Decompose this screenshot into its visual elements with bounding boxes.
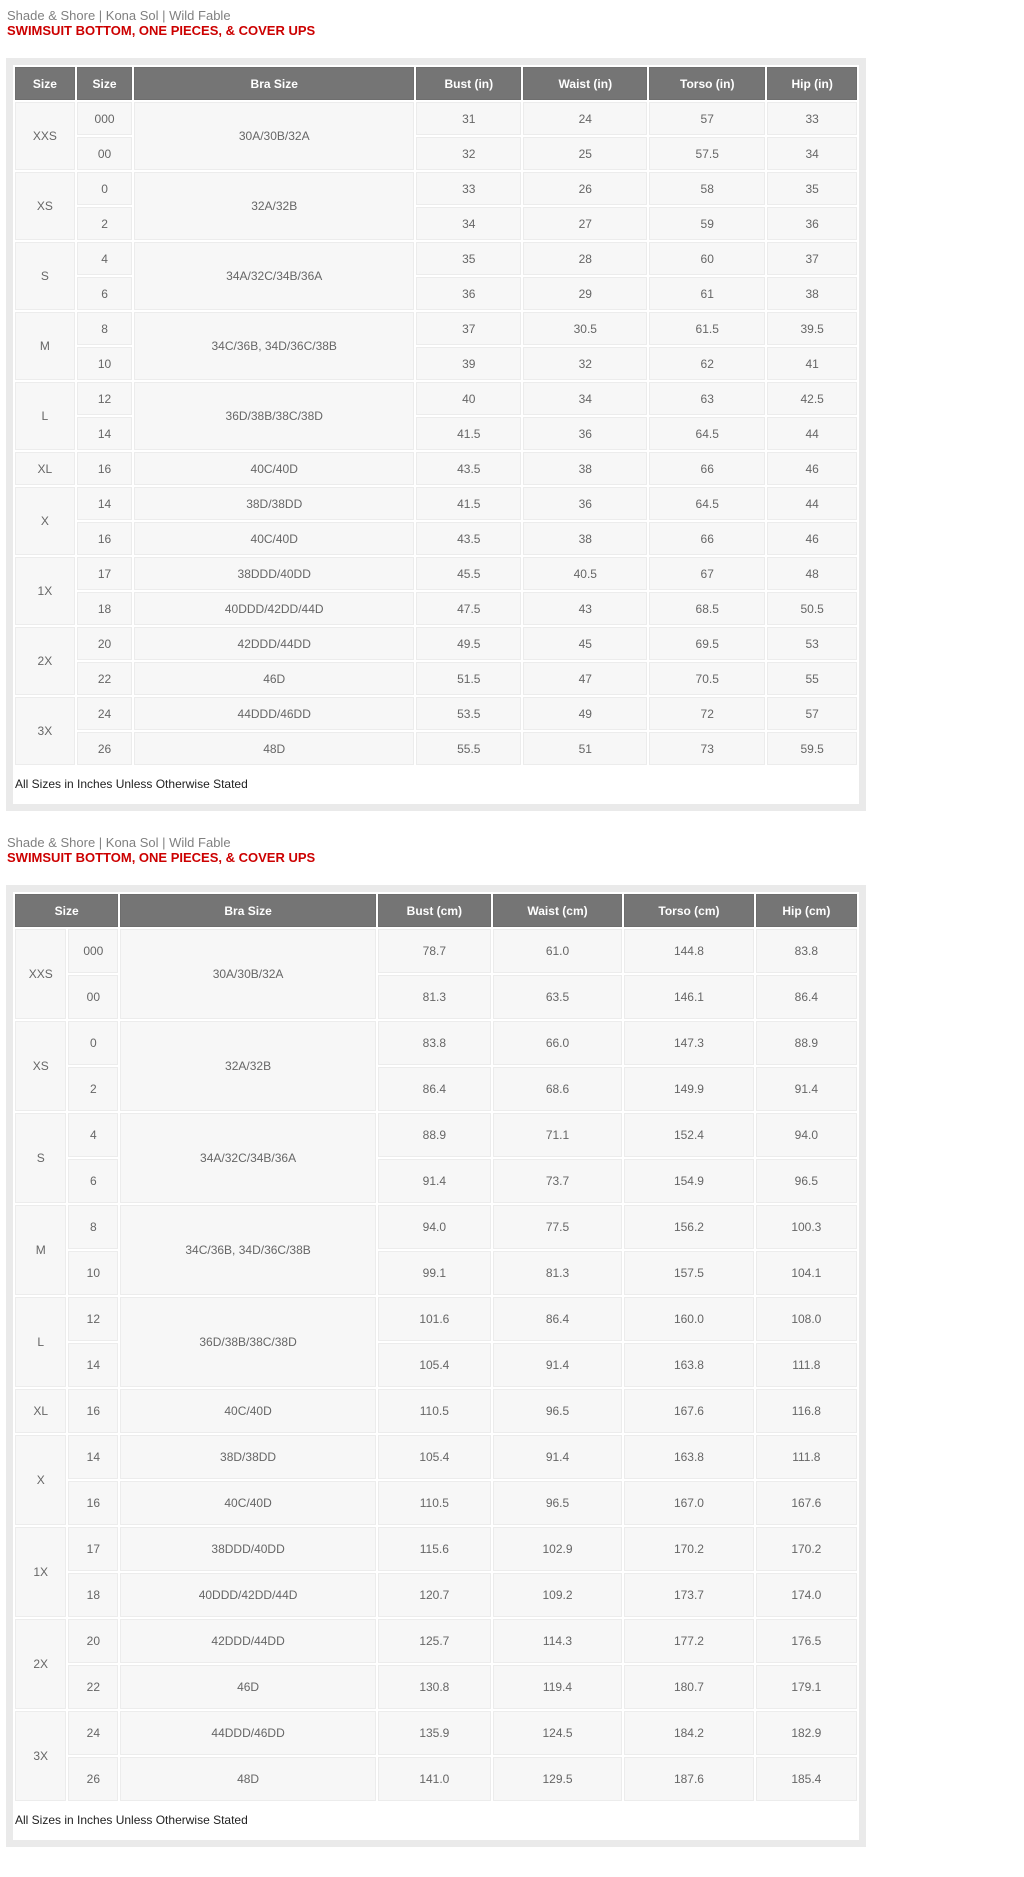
- hip-cell: 86.4: [756, 975, 857, 1019]
- bust-cell: 110.5: [378, 1481, 491, 1525]
- size-label-cell: L: [15, 1297, 66, 1387]
- numeric-size-cell: 00: [77, 137, 133, 170]
- bust-cell: 49.5: [416, 627, 521, 660]
- numeric-size-cell: 00: [68, 975, 118, 1019]
- torso-cell: 177.2: [624, 1619, 753, 1663]
- hip-cell: 111.8: [756, 1435, 857, 1479]
- table-row: [15, 627, 857, 660]
- waist-cell: 114.3: [493, 1619, 622, 1663]
- bra-size-cell: 36D/38B/38C/38D: [120, 1297, 376, 1387]
- bra-size-cell: 36D/38B/38C/38D: [134, 382, 414, 450]
- numeric-size-cell: 0: [68, 1021, 118, 1065]
- torso-cell: 64.5: [649, 417, 765, 450]
- bust-cell: 45.5: [416, 557, 521, 590]
- torso-cell: 69.5: [649, 627, 765, 660]
- torso-cell: 156.2: [624, 1205, 753, 1249]
- table-row: [15, 1711, 857, 1755]
- waist-cell: 86.4: [493, 1297, 622, 1341]
- numeric-size-cell: 10: [68, 1251, 118, 1295]
- panel-inner: [13, 65, 859, 804]
- table-row: [15, 929, 857, 973]
- numeric-size-cell: 2: [77, 207, 133, 240]
- bra-size-cell: 42DDD/44DD: [120, 1619, 376, 1663]
- numeric-size-cell: 0: [77, 172, 133, 205]
- hip-cell: 176.5: [756, 1619, 857, 1663]
- bra-size-cell: 44DDD/46DD: [134, 697, 414, 730]
- bra-size-cell: 40DDD/42DD/44D: [134, 592, 414, 625]
- size-chart-title: SWIMSUIT BOTTOM, ONE PIECES, & COVER UPS: [7, 23, 316, 38]
- hip-cell: 35: [767, 172, 857, 205]
- table-row: [15, 452, 857, 485]
- bust-cell: 141.0: [378, 1757, 491, 1801]
- header-row: [15, 67, 857, 100]
- waist-cell: 36: [523, 487, 647, 520]
- waist-cell: 25: [523, 137, 647, 170]
- bust-cell: 78.7: [378, 929, 491, 973]
- size-chart-table-cm: [13, 892, 859, 1803]
- bust-cell: 31: [416, 102, 521, 135]
- size-label-cell: XL: [15, 1389, 66, 1433]
- table-row: [15, 1113, 857, 1157]
- size-chart-table-inches: [13, 65, 859, 767]
- torso-cell: 73: [649, 732, 765, 765]
- column-header: Hip (in): [767, 67, 857, 100]
- torso-cell: 170.2: [624, 1527, 753, 1571]
- torso-cell: 68.5: [649, 592, 765, 625]
- hip-cell: 94.0: [756, 1113, 857, 1157]
- waist-cell: 29: [523, 277, 647, 310]
- numeric-size-cell: 22: [77, 662, 133, 695]
- waist-cell: 129.5: [493, 1757, 622, 1801]
- bra-size-cell: 30A/30B/32A: [134, 102, 414, 170]
- numeric-size-cell: 17: [68, 1527, 118, 1571]
- column-header: Size: [77, 67, 133, 100]
- waist-cell: 71.1: [493, 1113, 622, 1157]
- size-chart-title: SWIMSUIT BOTTOM, ONE PIECES, & COVER UPS: [7, 850, 316, 865]
- hip-cell: 39.5: [767, 312, 857, 345]
- table-row: [15, 242, 857, 275]
- waist-cell: 32: [523, 347, 647, 380]
- table-row: [15, 1573, 857, 1617]
- waist-cell: 28: [523, 242, 647, 275]
- waist-cell: 91.4: [493, 1343, 622, 1387]
- table-row: [15, 592, 857, 625]
- torso-cell: 160.0: [624, 1297, 753, 1341]
- torso-cell: 67: [649, 557, 765, 590]
- column-header: Bra Size: [120, 894, 376, 927]
- numeric-size-cell: 17: [77, 557, 133, 590]
- bust-cell: 94.0: [378, 1205, 491, 1249]
- bra-size-cell: 46D: [134, 662, 414, 695]
- hip-cell: 96.5: [756, 1159, 857, 1203]
- waist-cell: 40.5: [523, 557, 647, 590]
- bra-size-cell: 48D: [134, 732, 414, 765]
- numeric-size-cell: 24: [77, 697, 133, 730]
- column-header: Hip (cm): [756, 894, 857, 927]
- waist-cell: 68.6: [493, 1067, 622, 1111]
- bust-cell: 105.4: [378, 1343, 491, 1387]
- hip-cell: 41: [767, 347, 857, 380]
- size-label-cell: 3X: [15, 1711, 66, 1801]
- numeric-size-cell: 12: [68, 1297, 118, 1341]
- numeric-size-cell: 14: [77, 487, 133, 520]
- table-row: [15, 522, 857, 555]
- size-label-cell: M: [15, 1205, 66, 1295]
- bust-cell: 88.9: [378, 1113, 491, 1157]
- size-label-cell: XS: [15, 1021, 66, 1111]
- waist-cell: 96.5: [493, 1481, 622, 1525]
- torso-cell: 61.5: [649, 312, 765, 345]
- hip-cell: 182.9: [756, 1711, 857, 1755]
- table-row: [15, 1665, 857, 1709]
- bust-cell: 36: [416, 277, 521, 310]
- size-chart-panel: [6, 58, 866, 811]
- bra-size-cell: 34A/32C/34B/36A: [120, 1113, 376, 1203]
- hip-cell: 55: [767, 662, 857, 695]
- column-header: Torso (in): [649, 67, 765, 100]
- waist-cell: 47: [523, 662, 647, 695]
- table-row: [15, 1297, 857, 1341]
- waist-cell: 109.2: [493, 1573, 622, 1617]
- bust-cell: 99.1: [378, 1251, 491, 1295]
- hip-cell: 46: [767, 452, 857, 485]
- hip-cell: 185.4: [756, 1757, 857, 1801]
- numeric-size-cell: 12: [77, 382, 133, 415]
- torso-cell: 57.5: [649, 137, 765, 170]
- title-block: [7, 8, 1024, 39]
- waist-cell: 51: [523, 732, 647, 765]
- torso-cell: 180.7: [624, 1665, 753, 1709]
- waist-cell: 96.5: [493, 1389, 622, 1433]
- size-label-cell: L: [15, 382, 75, 450]
- brand-breadcrumb: Shade & Shore | Kona Sol | Wild Fable: [7, 835, 231, 850]
- table-row: [15, 1435, 857, 1479]
- bust-cell: 83.8: [378, 1021, 491, 1065]
- bust-cell: 32: [416, 137, 521, 170]
- bust-cell: 105.4: [378, 1435, 491, 1479]
- bra-size-cell: 38DDD/40DD: [134, 557, 414, 590]
- bust-cell: 101.6: [378, 1297, 491, 1341]
- torso-cell: 66: [649, 452, 765, 485]
- bra-size-cell: 44DDD/46DD: [120, 1711, 376, 1755]
- bra-size-cell: 48D: [120, 1757, 376, 1801]
- size-label-cell: X: [15, 487, 75, 555]
- numeric-size-cell: 14: [77, 417, 133, 450]
- table-row: [15, 312, 857, 345]
- bust-cell: 43.5: [416, 522, 521, 555]
- numeric-size-cell: 20: [77, 627, 133, 660]
- waist-cell: 77.5: [493, 1205, 622, 1249]
- bra-size-cell: 32A/32B: [134, 172, 414, 240]
- column-header: Bust (cm): [378, 894, 491, 927]
- bust-cell: 40: [416, 382, 521, 415]
- bra-size-cell: 34C/36B, 34D/36C/38B: [134, 312, 414, 380]
- table-row: [15, 1527, 857, 1571]
- table-row: [15, 1021, 857, 1065]
- panel-inner: [13, 892, 859, 1840]
- numeric-size-cell: 26: [77, 732, 133, 765]
- bust-cell: 43.5: [416, 452, 521, 485]
- torso-cell: 167.6: [624, 1389, 753, 1433]
- bust-cell: 41.5: [416, 487, 521, 520]
- bust-cell: 33: [416, 172, 521, 205]
- numeric-size-cell: 26: [68, 1757, 118, 1801]
- waist-cell: 36: [523, 417, 647, 450]
- bra-size-cell: 38D/38DD: [120, 1435, 376, 1479]
- numeric-size-cell: 18: [68, 1573, 118, 1617]
- table-row: [15, 1757, 857, 1801]
- table-row: [15, 557, 857, 590]
- torso-cell: 152.4: [624, 1113, 753, 1157]
- bust-cell: 115.6: [378, 1527, 491, 1571]
- bust-cell: 35: [416, 242, 521, 275]
- bra-size-cell: 38D/38DD: [134, 487, 414, 520]
- torso-cell: 63: [649, 382, 765, 415]
- column-header: Waist (cm): [493, 894, 622, 927]
- bust-cell: 39: [416, 347, 521, 380]
- size-label-cell: S: [15, 1113, 66, 1203]
- hip-cell: 33: [767, 102, 857, 135]
- bust-cell: 91.4: [378, 1159, 491, 1203]
- torso-cell: 146.1: [624, 975, 753, 1019]
- hip-cell: 167.6: [756, 1481, 857, 1525]
- bra-size-cell: 40C/40D: [120, 1389, 376, 1433]
- waist-cell: 102.9: [493, 1527, 622, 1571]
- hip-cell: 44: [767, 417, 857, 450]
- torso-cell: 187.6: [624, 1757, 753, 1801]
- units-note: All Sizes in Inches Unless Otherwise Stated: [15, 777, 248, 791]
- waist-cell: 38: [523, 522, 647, 555]
- numeric-size-cell: 000: [68, 929, 118, 973]
- numeric-size-cell: 4: [68, 1113, 118, 1157]
- table-row: [15, 102, 857, 135]
- table-row: [15, 662, 857, 695]
- torso-cell: 163.8: [624, 1343, 753, 1387]
- table-row: [15, 172, 857, 205]
- torso-cell: 61: [649, 277, 765, 310]
- bust-cell: 37: [416, 312, 521, 345]
- torso-cell: 163.8: [624, 1435, 753, 1479]
- hip-cell: 111.8: [756, 1343, 857, 1387]
- torso-cell: 184.2: [624, 1711, 753, 1755]
- torso-cell: 62: [649, 347, 765, 380]
- torso-cell: 157.5: [624, 1251, 753, 1295]
- table-row: [15, 1389, 857, 1433]
- waist-cell: 124.5: [493, 1711, 622, 1755]
- bra-size-cell: 40C/40D: [134, 522, 414, 555]
- column-header: Size: [15, 67, 75, 100]
- waist-cell: 38: [523, 452, 647, 485]
- numeric-size-cell: 10: [77, 347, 133, 380]
- torso-cell: 147.3: [624, 1021, 753, 1065]
- bra-size-cell: 34A/32C/34B/36A: [134, 242, 414, 310]
- size-label-cell: XS: [15, 172, 75, 240]
- table-row: [15, 1619, 857, 1663]
- torso-cell: 58: [649, 172, 765, 205]
- waist-cell: 24: [523, 102, 647, 135]
- torso-cell: 154.9: [624, 1159, 753, 1203]
- table-row: [15, 697, 857, 730]
- header-row: [15, 894, 857, 927]
- numeric-size-cell: 2: [68, 1067, 118, 1111]
- size-label-cell: 1X: [15, 557, 75, 625]
- waist-cell: 91.4: [493, 1435, 622, 1479]
- bust-cell: 41.5: [416, 417, 521, 450]
- numeric-size-cell: 4: [77, 242, 133, 275]
- size-label-cell: XXS: [15, 929, 66, 1019]
- size-label-cell: 1X: [15, 1527, 66, 1617]
- waist-cell: 27: [523, 207, 647, 240]
- column-header: Waist (in): [523, 67, 647, 100]
- numeric-size-cell: 6: [68, 1159, 118, 1203]
- hip-cell: 46: [767, 522, 857, 555]
- size-label-cell: M: [15, 312, 75, 380]
- waist-cell: 49: [523, 697, 647, 730]
- column-header: Size: [15, 894, 118, 927]
- hip-cell: 179.1: [756, 1665, 857, 1709]
- numeric-size-cell: 000: [77, 102, 133, 135]
- hip-cell: 104.1: [756, 1251, 857, 1295]
- hip-cell: 100.3: [756, 1205, 857, 1249]
- hip-cell: 57: [767, 697, 857, 730]
- hip-cell: 37: [767, 242, 857, 275]
- numeric-size-cell: 16: [68, 1481, 118, 1525]
- bra-size-cell: 42DDD/44DD: [134, 627, 414, 660]
- torso-cell: 173.7: [624, 1573, 753, 1617]
- bust-cell: 86.4: [378, 1067, 491, 1111]
- torso-cell: 144.8: [624, 929, 753, 973]
- bust-cell: 130.8: [378, 1665, 491, 1709]
- hip-cell: 116.8: [756, 1389, 857, 1433]
- numeric-size-cell: 16: [77, 522, 133, 555]
- size-label-cell: X: [15, 1435, 66, 1525]
- torso-cell: 64.5: [649, 487, 765, 520]
- bra-size-cell: 34C/36B, 34D/36C/38B: [120, 1205, 376, 1295]
- bust-cell: 135.9: [378, 1711, 491, 1755]
- torso-cell: 59: [649, 207, 765, 240]
- units-note: All Sizes in Inches Unless Otherwise Stated: [15, 1813, 248, 1827]
- torso-cell: 57: [649, 102, 765, 135]
- hip-cell: 42.5: [767, 382, 857, 415]
- bra-size-cell: 40C/40D: [134, 452, 414, 485]
- numeric-size-cell: 14: [68, 1343, 118, 1387]
- numeric-size-cell: 20: [68, 1619, 118, 1663]
- hip-cell: 34: [767, 137, 857, 170]
- column-header: Torso (cm): [624, 894, 753, 927]
- hip-cell: 83.8: [756, 929, 857, 973]
- torso-cell: 167.0: [624, 1481, 753, 1525]
- bra-size-cell: 30A/30B/32A: [120, 929, 376, 1019]
- bra-size-cell: 32A/32B: [120, 1021, 376, 1111]
- size-label-cell: 2X: [15, 1619, 66, 1709]
- size-label-cell: S: [15, 242, 75, 310]
- hip-cell: 44: [767, 487, 857, 520]
- waist-cell: 30.5: [523, 312, 647, 345]
- size-label-cell: 3X: [15, 697, 75, 765]
- table-row: [15, 382, 857, 415]
- size-label-cell: XL: [15, 452, 75, 485]
- hip-cell: 53: [767, 627, 857, 660]
- bust-cell: 125.7: [378, 1619, 491, 1663]
- numeric-size-cell: 8: [68, 1205, 118, 1249]
- table-row: [15, 1205, 857, 1249]
- bust-cell: 120.7: [378, 1573, 491, 1617]
- bust-cell: 110.5: [378, 1389, 491, 1433]
- bust-cell: 34: [416, 207, 521, 240]
- waist-cell: 61.0: [493, 929, 622, 973]
- bust-cell: 51.5: [416, 662, 521, 695]
- hip-cell: 36: [767, 207, 857, 240]
- column-header: Bust (in): [416, 67, 521, 100]
- torso-cell: 66: [649, 522, 765, 555]
- hip-cell: 88.9: [756, 1021, 857, 1065]
- hip-cell: 48: [767, 557, 857, 590]
- hip-cell: 108.0: [756, 1297, 857, 1341]
- waist-cell: 43: [523, 592, 647, 625]
- waist-cell: 73.7: [493, 1159, 622, 1203]
- bust-cell: 47.5: [416, 592, 521, 625]
- torso-cell: 60: [649, 242, 765, 275]
- numeric-size-cell: 22: [68, 1665, 118, 1709]
- hip-cell: 59.5: [767, 732, 857, 765]
- numeric-size-cell: 6: [77, 277, 133, 310]
- waist-cell: 63.5: [493, 975, 622, 1019]
- hip-cell: 170.2: [756, 1527, 857, 1571]
- numeric-size-cell: 18: [77, 592, 133, 625]
- bra-size-cell: 38DDD/40DD: [120, 1527, 376, 1571]
- numeric-size-cell: 8: [77, 312, 133, 345]
- bra-size-cell: 40DDD/42DD/44D: [120, 1573, 376, 1617]
- bust-cell: 81.3: [378, 975, 491, 1019]
- torso-cell: 72: [649, 697, 765, 730]
- table-row: [15, 1481, 857, 1525]
- bra-size-cell: 46D: [120, 1665, 376, 1709]
- numeric-size-cell: 16: [68, 1389, 118, 1433]
- waist-cell: 34: [523, 382, 647, 415]
- size-label-cell: 2X: [15, 627, 75, 695]
- column-header: Bra Size: [134, 67, 414, 100]
- numeric-size-cell: 14: [68, 1435, 118, 1479]
- bra-size-cell: 40C/40D: [120, 1481, 376, 1525]
- brand-breadcrumb: Shade & Shore | Kona Sol | Wild Fable: [7, 8, 231, 23]
- hip-cell: 50.5: [767, 592, 857, 625]
- size-chart-section-cm: [0, 835, 1024, 1847]
- table-row: [15, 732, 857, 765]
- hip-cell: 91.4: [756, 1067, 857, 1111]
- size-label-cell: XXS: [15, 102, 75, 170]
- waist-cell: 45: [523, 627, 647, 660]
- waist-cell: 81.3: [493, 1251, 622, 1295]
- hip-cell: 38: [767, 277, 857, 310]
- size-chart-section-inches: [0, 8, 1024, 811]
- numeric-size-cell: 16: [77, 452, 133, 485]
- hip-cell: 174.0: [756, 1573, 857, 1617]
- waist-cell: 119.4: [493, 1665, 622, 1709]
- title-block: [7, 835, 1024, 866]
- numeric-size-cell: 24: [68, 1711, 118, 1755]
- bust-cell: 53.5: [416, 697, 521, 730]
- torso-cell: 70.5: [649, 662, 765, 695]
- waist-cell: 66.0: [493, 1021, 622, 1065]
- table-row: [15, 487, 857, 520]
- torso-cell: 149.9: [624, 1067, 753, 1111]
- waist-cell: 26: [523, 172, 647, 205]
- bust-cell: 55.5: [416, 732, 521, 765]
- size-chart-panel: [6, 885, 866, 1847]
